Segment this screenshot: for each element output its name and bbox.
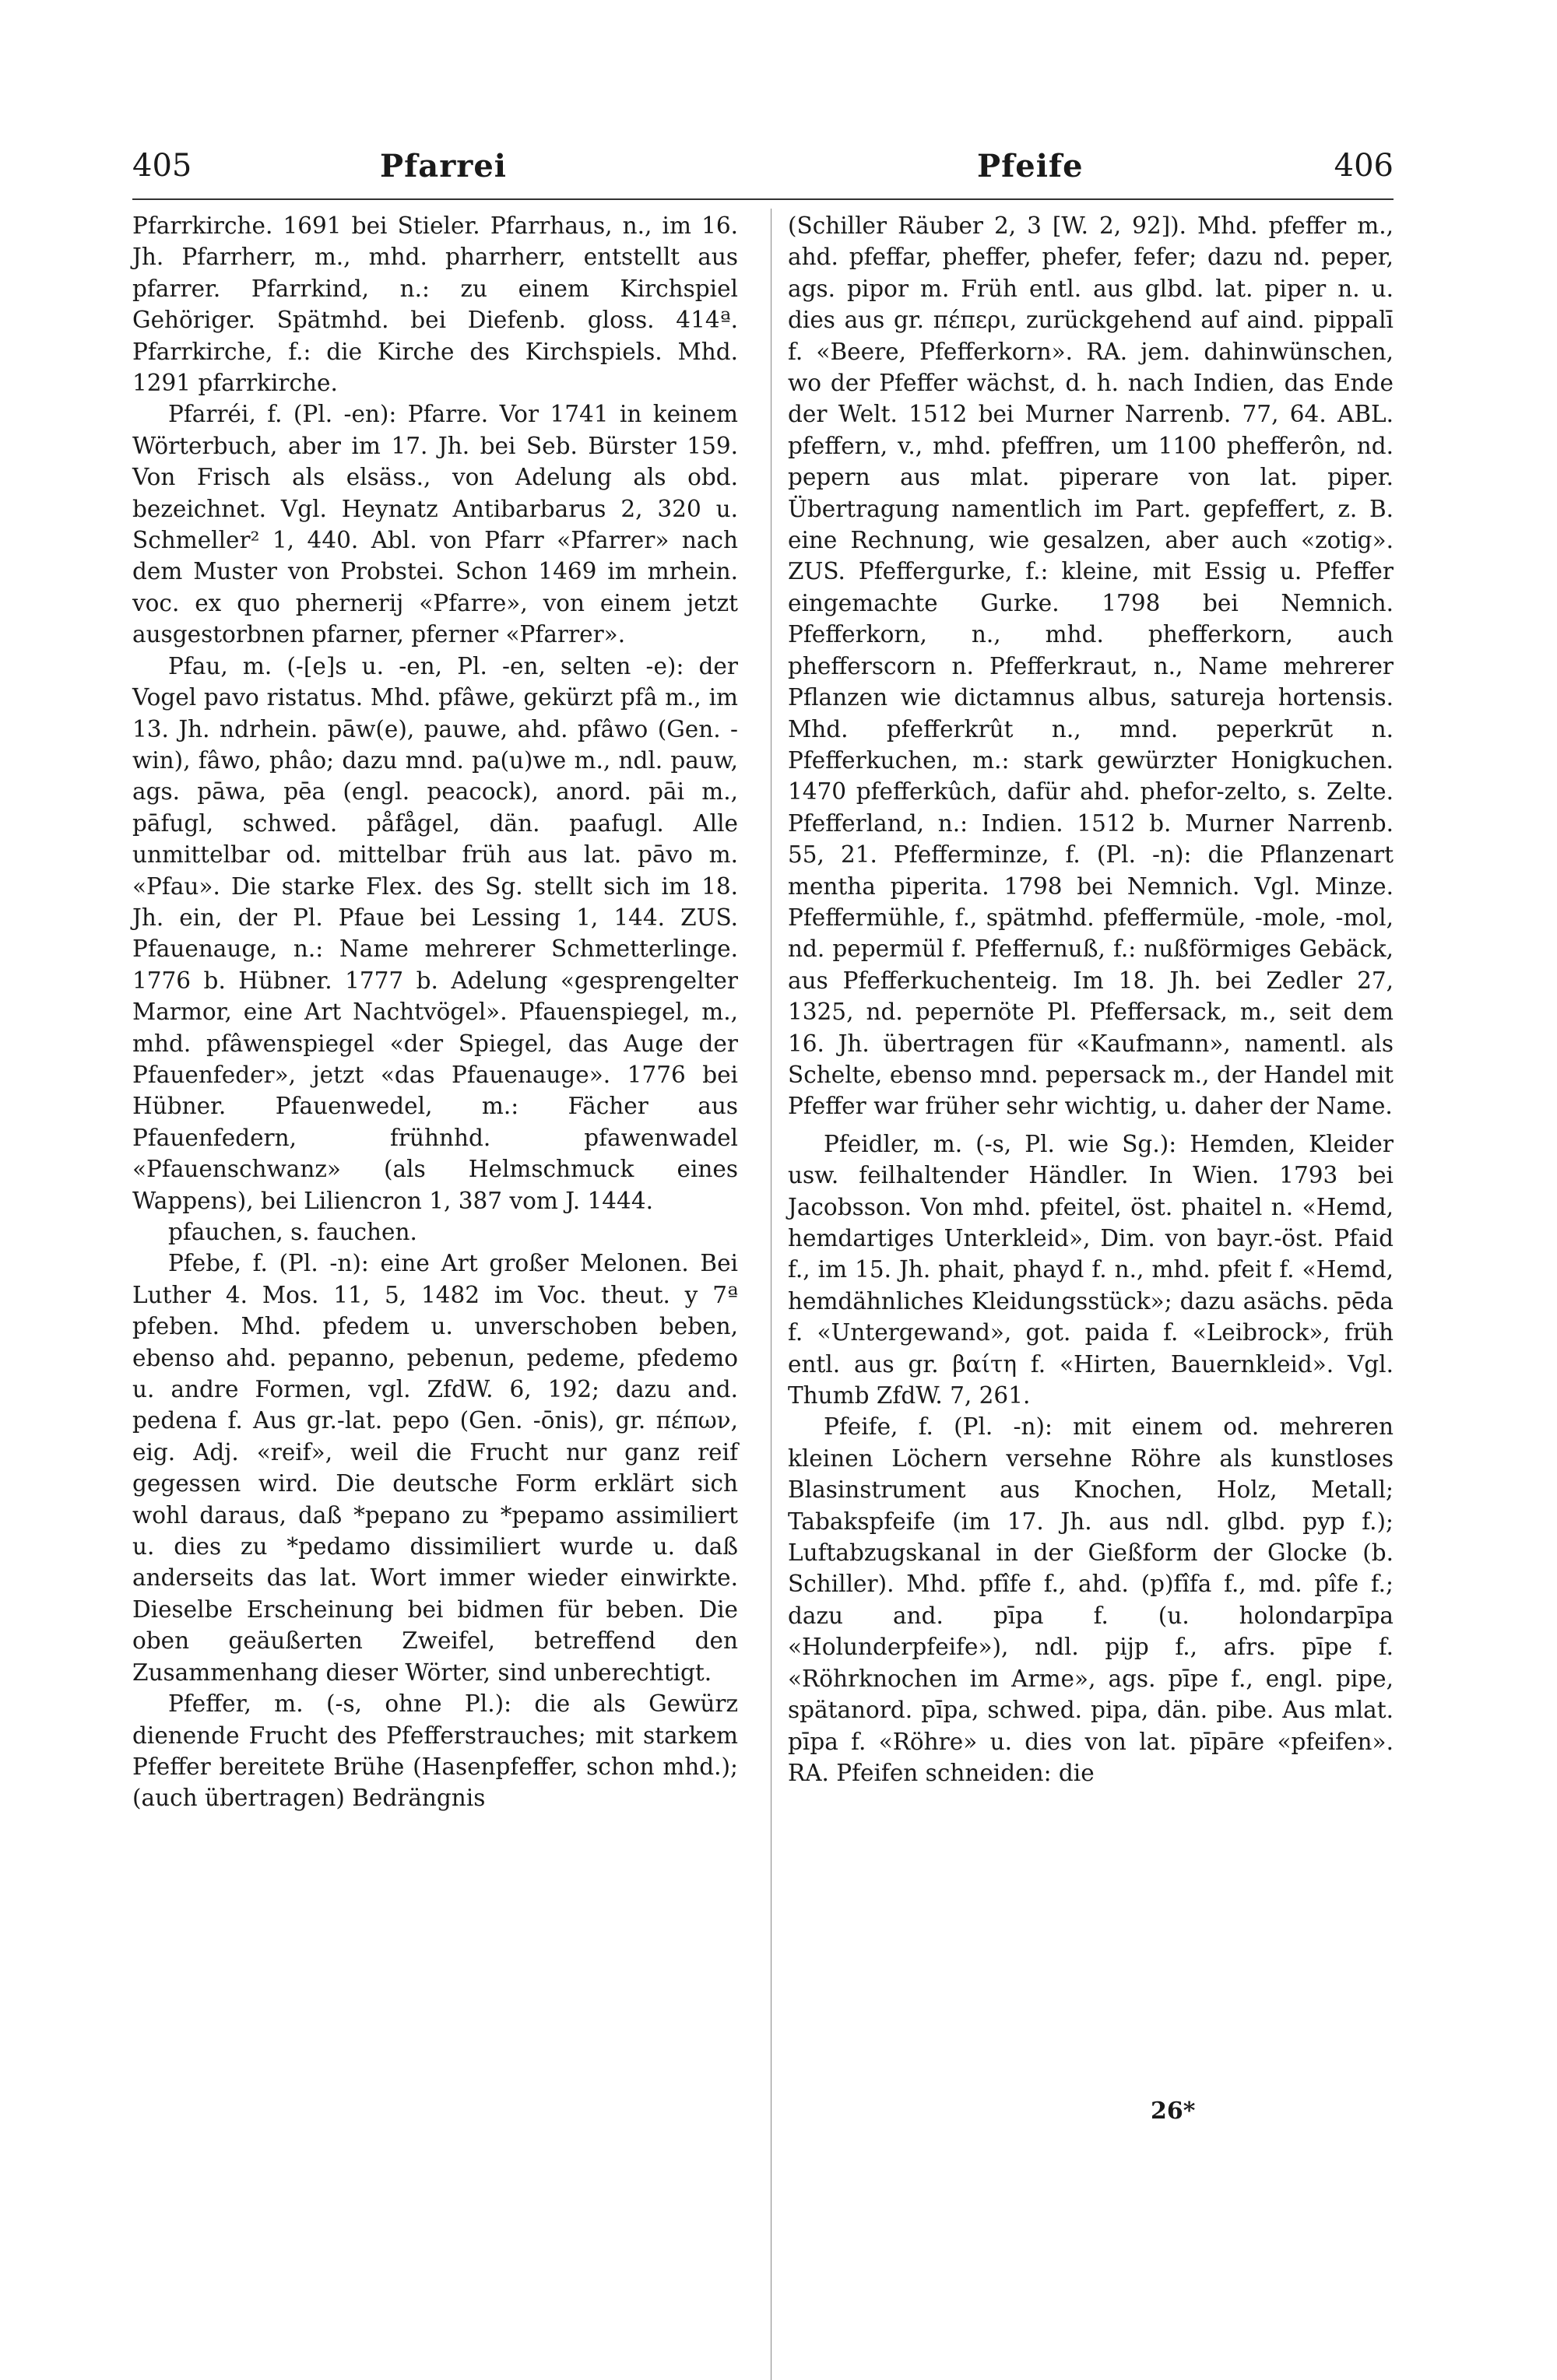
running-header xyxy=(132,148,1394,195)
running-headword-right: Pfeife xyxy=(977,148,1084,184)
entry-pfebe: Pfebe, f. (Pl. -n): eine Art großer Melonen. Bei Luther 4. Mos. 11, 5, 1482 im Voc. theut. y 7ª pfeben. Mhd. pfedem u. unverschoben beben, ebenso ahd. pepanno, pebenun, pedeme, pfedemo u. andre Formen, vgl. ZfdW. 6, 192; dazu and. pedena f. Aus gr.-lat. pepo (Gen. -ōnis), gr. πέπων, eig. Adj. «reif», weil die Frucht nur ganz reif gegessen wird. Die deutsche Form erklärt sich wohl daraus, daß *pepano zu *pepamo assimiliert u. dies zu *pedamo dissimiliert wurde u. daß anderseits das lat. Wort immer wieder einwirkte. Dieselbe Erscheinung bei bidmen für beben. Die oben geäußerten Zweifel, betreffend den Zusammenhang dieser Wörter, sind unberechtigt. xyxy=(132,1250,738,1686)
running-headword-left: Pfarrei xyxy=(380,148,507,184)
entry-pfauchen: pfauchen, s. fauchen. xyxy=(168,1219,417,1245)
entry-pfarrei: Pfarréi, f. (Pl. -en): Pfarre. Vor 1741 in keinem Wörterbuch, aber im 17. Jh. bei Seb. Bürster 159. Von Frisch als elsäss., von Adelung als obd. bezeichnet. Vgl. Heynatz Antibarbarus 2, 320 u. Schmeller² 1, 440. Abl. von Pfarr «Pfarrer» nach dem Muster von Probstei. Schon 1469 im mrhein. voc. ex quo phernerij «Pfarre», von einem jetzt ausgestorbnen pfarner, pferner «Pfarrer». xyxy=(132,401,738,648)
entry-pfarrhaus: Pfarrkirche. 1691 bei Stieler. Pfarrhaus, n., im 16. Jh. Pfarrherr, m., mhd. pharrherr, entstellt aus pfarrer. Pfarrkind, n.: zu einem Kirchspiel Gehöriger. Spätmhd. bei Diefenb. gloss. 414ª. Pfarrkirche, f.: die Kirche des Kirchspiels. Mhd. 1291 pfarrkirche. xyxy=(132,212,738,397)
entry-pfeidler: Pfeidler, m. (-s, Pl. wie Sg.): Hemden, Kleider usw. feilhaltender Händler. In Wien. 1793 bei Jacobsson. Von mhd. pfeitel, öst. phaitel n. «Hemd, hemdartiges Unterkleid», Dim. von bayr.-öst. Pfaid f., im 15. Jh. phait, phayd f. n., mhd. pfeit f. «Hemd, hemdähnliches Kleidungsstück»; dazu asächs. pēda f. «Untergewand», got. paida f. «Leibrock», früh entl. aus gr. βαίτη f. «Hirten, Bauernkleid». Vgl. Thumb ZfdW. 7, 261. xyxy=(788,1130,1394,1409)
left-column xyxy=(132,210,738,1814)
entry-pfeffer: Pfeffer, m. (-s, ohne Pl.): die als Gewürz dienende Frucht des Pfefferstrauches; mit starkem Pfeffer bereitete Brühe (Hasenpfeffer, schon mhd.); (auch übertragen) Bedrängnis xyxy=(132,1690,738,1812)
signature-mark: 26* xyxy=(1151,2097,1196,2125)
page-number-right: 406 xyxy=(1334,148,1394,184)
entry-pfeife: Pfeife, f. (Pl. -n): mit einem od. mehreren kleinen Löchern versehne Röhre als kunstloses Blasinstrument aus Knochen, Holz, Metall; Tabakspfeife (im 17. Jh. aus ndl. glbd. pyp f.); Luftabzugskanal in der Gießform der Glocke (b. Schiller). Mhd. pfîfe f., ahd. (p)fîfa f., md. pîfe f.; dazu and. pīpa f. (u. holondarpīpa «Holunderpfeife»), ndl. pijp f., afrs. pīpe f. «Röhrknochen im Arme», ags. pīpe f., engl. pipe, spätanord. pīpa, schwed. pipa, dän. pibe. Aus mlat. pīpa f. «Röhre» u. dies von lat. pīpāre «pfeifen». RA. Pfeifen schneiden: die xyxy=(788,1413,1394,1786)
right-column xyxy=(788,210,1394,1789)
header-rule xyxy=(132,198,1394,200)
page-number-left: 405 xyxy=(132,148,192,184)
entry-pfau: Pfau, m. (-[e]s u. -en, Pl. -en, selten -e): der Vogel pavo ristatus. Mhd. pfâwe, gekürzt pfâ m., im 13. Jh. ndrhein. pāw(e), pauwe, ahd. pfâwo (Gen. -win), fâwo, phâo; dazu mnd. pa(u)we m., ndl. pauw, ags. pāwa, pēa (engl. peacock), anord. pāi m., pāfugl, schwed. påfågel, dän. paafugl. Alle unmittelbar od. mittelbar früh aus lat. pāvo m. «Pfau». Die starke Flex. des Sg. stellt sich im 18. Jh. ein, der Pl. Pfaue bei Lessing 1, 144. ZUS. Pfauenauge, n.: Name mehrerer Schmetterlinge. 1776 b. Hübner. 1777 b. Adelung «gesprengelter Marmor, eine Art Nachtvögel». Pfauenspiegel, m., mhd. pfâwenspiegel «der Spiegel, das Auge der Pfauenfeder», jetzt «das Pfauenauge». 1776 bei Hübner. Pfauenwedel, m.: Fächer aus Pfauenfedern, frühnhd. pfawenwadel «Pfauenschwanz» (als Helmschmuck eines Wappens), bei Liliencron 1, 387 vom J. 1444. xyxy=(132,652,738,1214)
entry-pfeffer-continued: (Schiller Räuber 2, 3 [W. 2, 92]). Mhd. pfeffer m., ahd. pfeffar, pheffer, phefer, fefer; dazu nd. peper, ags. pipor m. Früh entl. aus glbd. lat. piper n. u. dies aus gr. πέπερι, zurückgehend auf aind. pippalī f. «Beere, Pfefferkorn». RA. jem. dahinwünschen, wo der Pfeffer wächst, d. h. nach Indien, das Ende der Welt. 1512 bei Murner Narrenb. 77, 64. ABL. pfeffern, v., mhd. pfeffren, um 1100 phefferôn, nd. pepern aus mlat. piperare von lat. piper. Übertragung namentlich im Part. gepfeffert, z. B. eine Rechnung, wie gesalzen, aber auch «zotig». ZUS. Pfeffergurke, f.: kleine, mit Essig u. Pfeffer eingemachte Gurke. 1798 bei Nemnich. Pfefferkorn, n., mhd. phefferkorn, auch phefferscorn n. Pfefferkraut, n., Name mehrerer Pflanzen wie dictamnus albus, satureja hortensis. Mhd. pfefferkrût n., mnd. peperkrūt n. Pfefferkuchen, m.: stark gewürzter Honigkuchen. 1470 pfefferkûch, dafür ahd. phefor-zelto, s. Zelte. Pfefferland, n.: Indien. 1512 b. Murner Narrenb. 55, 21. Pfefferminze, f. (Pl. -n): die Pflanzenart mentha piperita. 1798 bei Nemnich. Vgl. Minze. Pfeffermühle, f., spätmhd. pfeffermüle, -mole, -mol, nd. pepermül f. Pfeffernuß, f.: nußförmiges Gebäck, aus Pfefferkuchenteig. Im 18. Jh. bei Zedler 27, 1325, nd. pepernöte Pl. Pfeffersack, m., seit dem 16. Jh. übertragen für «Kaufmann», namentl. als Schelte, ebenso mnd. pepersack m., der Handel mit Pfeffer war früher sehr wichtig, u. daher der Name. xyxy=(788,212,1394,1120)
